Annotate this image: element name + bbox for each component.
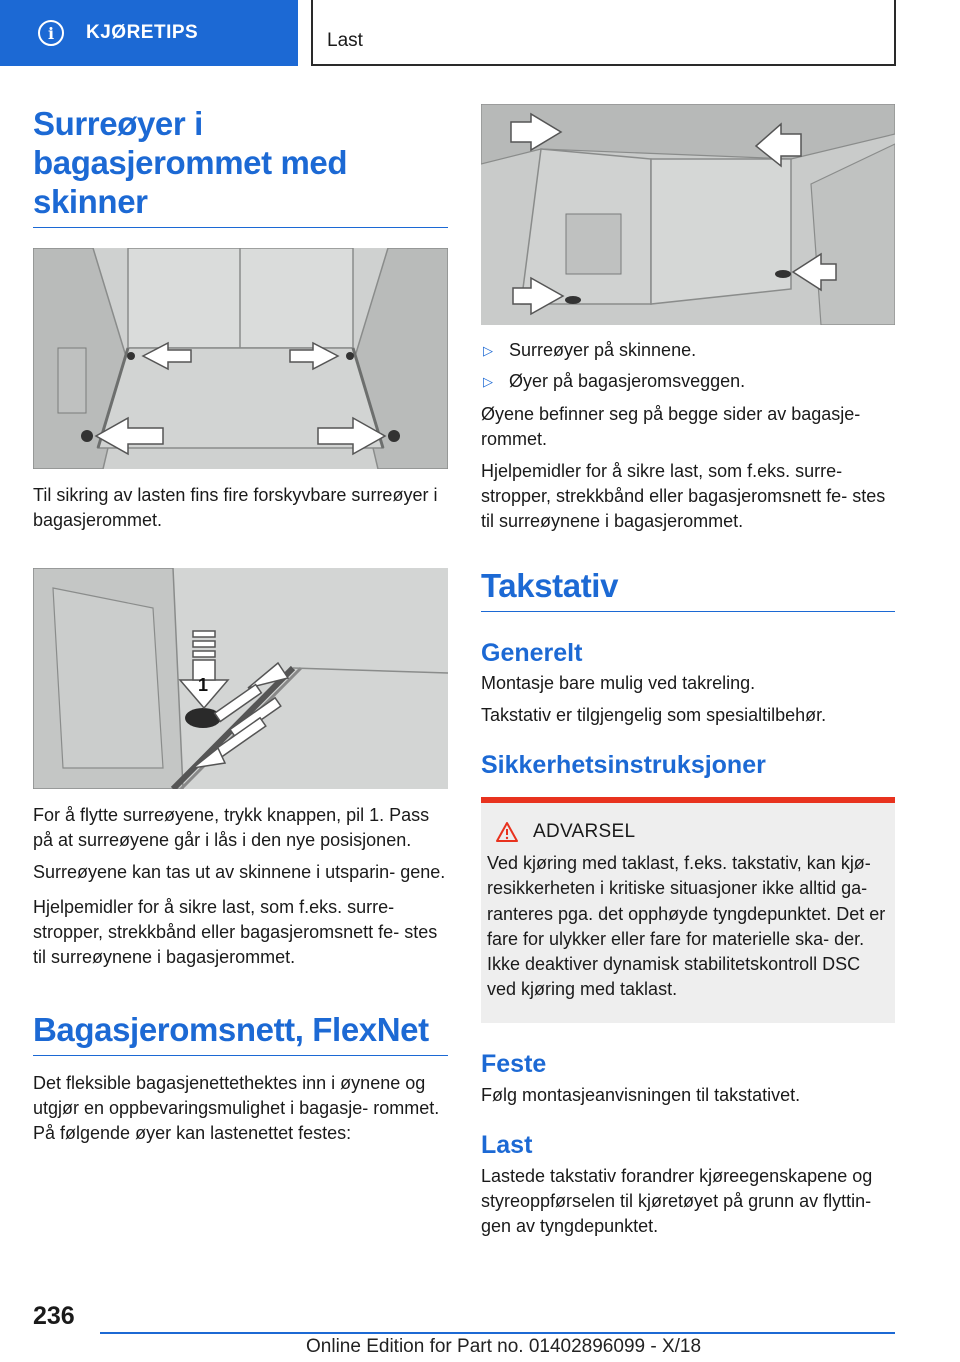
triangle-bullet-icon: ▷: [483, 374, 493, 389]
callout-1-label: 1: [198, 675, 209, 695]
rail-slide-figure: [33, 568, 448, 789]
paragraph-securing-aids-2: Hjelpemidler for å sikre last, som f.eks. surre- stropper, strekkbånd eller bagasjeromsnett fe- stes til surreøynene i bagasjerommet.: [481, 461, 886, 531]
luggage-compartment-figure: [33, 248, 448, 469]
heading-attach: Feste: [481, 1049, 547, 1078]
footer-edition: Online Edition for Part no. 01402896099 - X/18: [306, 1336, 702, 1357]
paragraph-general-1: Montasje bare mulig ved takreling.: [481, 673, 756, 693]
warning-header: [495, 821, 889, 843]
right-column: [481, 104, 895, 1239]
paragraph-load: Lastede takstativ forandrer kjøreegenskapene og styreoppførselen til kjøretøyet på grunn av flyttin- gen av tyngdepunktet.: [481, 1165, 873, 1236]
list-item: [481, 338, 895, 363]
bullet-list: [481, 338, 895, 394]
heading-safety: Sikkerhetsinstruksjoner: [481, 751, 766, 779]
paragraph-general-2: Takstativ er tilgjengelig som spesialtilbehør.: [481, 705, 827, 725]
paragraph-securing-aids: Hjelpemidler for å sikre last, som f.eks. surre- stropper, strekkbånd eller bagasjeromsnett fe- stes til surreøynene i bagasjerommet.: [33, 897, 438, 967]
heading-general: Generelt: [481, 639, 583, 667]
list-item-text: Surreøyer på skinnene.: [509, 340, 697, 360]
warning-label: ADVARSEL: [533, 821, 636, 842]
side-wall-eyes-figure: [481, 104, 895, 325]
paragraph-move-eyes: For å flytte surreøyene, trykk knappen, pil 1. Pass på at surreøyene går i lås i den nye posisjonen.: [33, 805, 430, 850]
paragraph-flexnet: Det fleksible bagasjenettethektes inn i øynene og utgjør en oppbevaringsmulighet i bagasje- rommet. På følgende øyer kan lastenettet festes:: [33, 1073, 440, 1143]
chapter-tab[interactable]: [0, 0, 298, 66]
section-header: [311, 0, 896, 66]
section-title-roof-rack: Takstativ: [481, 566, 895, 612]
triangle-bullet-icon: ▷: [483, 343, 493, 358]
left-column: [33, 104, 448, 1146]
heading-load: Last: [481, 1130, 533, 1159]
warning-text: Ved kjøring med taklast, f.eks. takstativ, kan kjø- resikkerheten i kritiske situasjoner ikke alltid ga- ranteres pga. det opphøyde tyngdepunktet. Det er fare for ulykker eller fare for materielle ska- der. Ikke deaktiver dynamisk stabilitetskontroll DSC ved kjøring med taklast.: [487, 853, 886, 1000]
paragraph-attach: Følg montasjeanvisningen til takstativet.: [481, 1084, 801, 1105]
section-title-lashing-eyes: Surreøyer i bagasjerommet med skinner: [33, 104, 448, 228]
warning-triangle-icon: [495, 821, 519, 843]
page-number: 236: [33, 1302, 75, 1330]
paragraph-intro: Til sikring av lasten fins fire forskyvbare surreøyer i bagasjerommet.: [33, 485, 438, 530]
paragraph-remove-eyes: Surreøyene kan tas ut av skinnene i utsparin- gene.: [33, 862, 446, 882]
list-item-text: Øyer på bagasjeromsveggen.: [509, 371, 746, 391]
footer-divider: [100, 1332, 895, 1334]
section-title-flexnet: Bagasjeromsnett, FlexNet: [33, 1010, 448, 1056]
warning-box: [481, 797, 895, 1023]
list-item: [481, 369, 895, 394]
chapter-tab-label: KJØRETIPS: [86, 22, 199, 43]
info-icon: i: [38, 20, 64, 46]
paragraph-eyes-sides: Øyene befinner seg på begge sider av bagasje- rommet.: [481, 404, 861, 449]
section-header-label: Last: [327, 30, 363, 51]
